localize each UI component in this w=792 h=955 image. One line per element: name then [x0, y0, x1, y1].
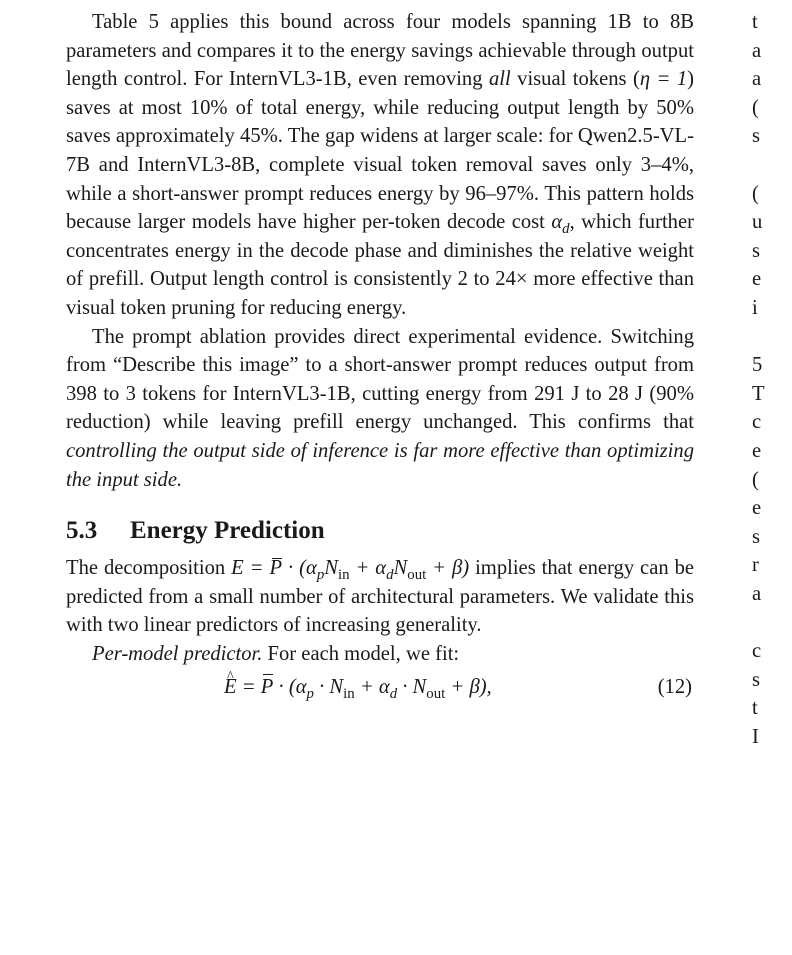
- fragment-line: t: [752, 697, 758, 720]
- fragment-line: s: [752, 668, 761, 691]
- fragment-line: e: [752, 497, 762, 520]
- text-run: For each model, we fit:: [262, 642, 460, 665]
- alpha-d-symbol: [551, 211, 570, 238]
- inline-energy-formula: $E = P \cdot (\alpha_pN_{in} + \alpha_dN_{out} + \beta)$: [231, 557, 469, 579]
- fragment-line: a: [752, 39, 762, 62]
- equation-12: [66, 670, 694, 704]
- fragment-line: [752, 323, 792, 352]
- fragment-line: r: [752, 554, 759, 577]
- paragraph-prompt-ablation: [66, 323, 694, 495]
- section-number: 5.3: [66, 517, 98, 545]
- fragment-line: i: [752, 296, 758, 319]
- eta-expression: η = 1: [639, 68, 688, 91]
- section-title: Energy Prediction: [130, 517, 325, 545]
- text-run: Table 5 applies this bound across four models spanning 1B to 8B parameters and compares it to the energy savings achievable through output length control. For InternVL3-1B, even removing: [66, 11, 694, 91]
- fragment-line: 5: [752, 354, 763, 377]
- fragment-line: e: [752, 268, 762, 291]
- emphasis-per-model: Per-model predictor.: [92, 642, 263, 665]
- fragment-line: T: [752, 382, 765, 405]
- paragraph-table5: [66, 8, 694, 323]
- fragment-line: t: [752, 11, 758, 33]
- text-run: implies that energy can be predicted from a small number of architectural parameters. We validate this with two linear predictors of increasing generality.: [66, 557, 695, 637]
- text-run: , which further concentrates energy in the decode phase and diminishes the relative weight of prefill. Output length control is consistently 2 to 24× more effective than visual token pruning for reducing energy.: [66, 211, 694, 319]
- fragment-line: s: [752, 239, 761, 262]
- fragment-line: (: [752, 468, 759, 491]
- text-run: The decomposition: [66, 557, 232, 580]
- alpha-symbol: α: [551, 211, 563, 234]
- fragment-line: e: [752, 439, 762, 462]
- fragment-line: s: [752, 525, 761, 548]
- fragment-line: c: [752, 640, 762, 663]
- text-run: visual tokens (: [510, 68, 640, 91]
- text-run: ) saves at most 10% of total energy, while reducing output length by 50% saves approximately 45%. The gap widens at larger scale: for Qwen2.5-VL-7B and InternVL3-8B, complete visual token removal saves only 3–4%, while a short-answer prompt reduces energy by 96–97%. This pattern holds because larger models have higher per-token decode cost: [66, 68, 694, 234]
- fragment-line: [752, 151, 792, 180]
- fragment-line: (: [752, 96, 759, 119]
- paragraph-decomposition: [66, 554, 694, 640]
- fragment-line: a: [752, 582, 762, 605]
- fragment-line: (: [752, 182, 759, 205]
- alpha-subscript: d: [562, 221, 570, 238]
- fragment-line: u: [752, 211, 763, 234]
- adjacent-column-fragments: [752, 8, 792, 751]
- fragment-line: [752, 608, 792, 637]
- fragment-line: c: [752, 411, 762, 434]
- fragment-line: I: [752, 725, 759, 748]
- paragraph-per-model: [66, 640, 694, 669]
- equation-number: (12): [657, 676, 692, 699]
- equation-body: E ^ = $P \cdot (\alpha_p \cdot N_{in} + \alpha_d \cdot N_{out} + \beta)$,: [224, 670, 492, 704]
- section-heading: [66, 516, 694, 546]
- emphasis-all: all: [488, 68, 511, 91]
- text-run: The prompt ablation provides direct experimental evidence. Switching from “Describe this image” to a short-answer prompt reduces output from 398 to 3 tokens for InternVL3-1B, cutting energy from 291 J to 28 J (90% reduction) while leaving prefill energy unchanged. This confirms that: [66, 325, 694, 434]
- fragment-line: a: [752, 68, 762, 91]
- main-column: [66, 8, 694, 704]
- emphasis-conclusion: controlling the output side of inference is far more effective than optimizing the input side.: [66, 439, 694, 491]
- fragment-line: s: [752, 125, 761, 148]
